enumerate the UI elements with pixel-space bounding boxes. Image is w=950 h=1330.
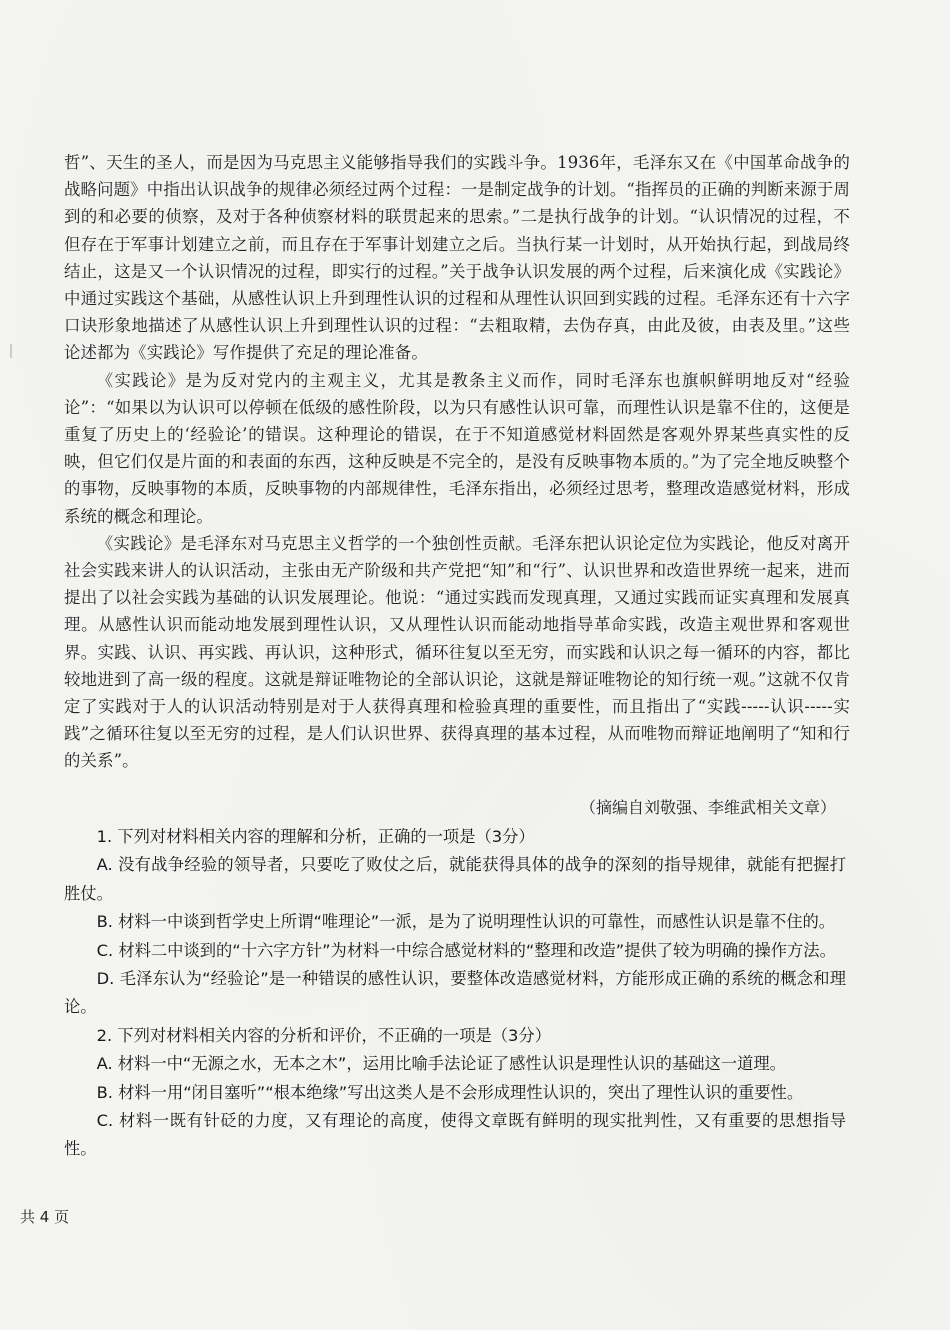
question-1-option-c: C. 材料二中谈到的“十六字方针”为材料一中综合感觉材料的“整理和改造”提供了较为明确的操作方法。 <box>96 940 836 960</box>
question-2-stem: 2. 下列对材料相关内容的分析和评价，不正确的一项是（3分） <box>96 1025 551 1045</box>
question-2-option-b: B. 材料一用“闭目塞听”“根本绝缘”写出这类人是不会形成理性认识的，突出了理性认识的重要性。 <box>96 1082 804 1102</box>
binding-mark <box>10 344 12 358</box>
page-footer: 共 4 页 <box>20 1208 70 1226</box>
reading-passage <box>64 149 850 775</box>
question-1-option-d: D. 毛泽东认为“经验论”是一种错误的感性认识，要整体改造感觉材料，方能形成正确的系统的概念和理论。 <box>64 969 846 1017</box>
passage-source: （摘编自刘敬强、李维武相关文章） <box>579 798 836 817</box>
question-1-option-a: A. 没有战争经验的领导者，只要吃了败仗之后，就能获得具体的战争的深刻的指导规律，就能有把握打胜仗。 <box>64 855 846 903</box>
question-list <box>64 823 846 1164</box>
passage-paragraph-3: 《实践论》是毛泽东对马克思主义哲学的一个独创性贡献。毛泽东把认识论定位为实践论，他反对离开社会实践来讲人的认识活动，主张由无产阶级和共产党把“知”和“行”、认识世界和改造世界统一起来，进而提出了以社会实践为基础的认识发展理论。他说：“通过实践而发现真理，又通过实践而证实真理和发展真理。从感性认识而能动地发展到理性认识，又从理性认识而能动地指导革命实践，改造主观世界和客观世界。实践、认识、再实践、再认识，这种形式，循环往复以至无穷，而实践和认识之每一循环的内容，都比较地进到了高一级的程度。这就是辩证唯物论的全部认识论，这就是辩证唯物论的知行统一观。”这就不仅肯定了实践对于人的认识活动特别是对于人获得真理和检验真理的重要性，而且指出了“实践-----认识-----实践”之循环往复以至无穷的过程，是人们认识世界、获得真理的基本过程，从而唯物而辩证地阐明了“知和行的关系”。 <box>64 533 850 771</box>
question-2-option-c: C. 材料一既有针砭的力度，又有理论的高度，使得文章既有鲜明的现实批判性，又有重要的思想指导性。 <box>64 1111 846 1159</box>
question-1-option-b: B. 材料一中谈到哲学史上所谓“唯理论”一派，是为了说明理性认识的可靠性，而感性认识是靠不住的。 <box>96 912 836 932</box>
passage-paragraph-1: 哲”、天生的圣人，而是因为马克思主义能够指导我们的实践斗争。1936年，毛泽东又在《中国革命战争的战略问题》中指出认识战争的规律必须经过两个过程：一是制定战争的计划。“指挥员的正确的判断来源于周到的和必要的侦察，及对于各种侦察材料的联贯起来的思索。”二是执行战争的计划。“认识情况的过程，不但存在于军事计划建立之前，而且存在于军事计划建立之后。当执行某一计划时，从开始执行起，到战局终结止，这是又一个认识情况的过程，即实行的过程。”关于战争认识发展的两个过程，后来演化成《实践论》中通过实践这个基础，从感性认识上升到理性认识的过程和从理性认识回到实践的过程。毛泽东还有十六字口诀形象地描述了从感性认识上升到理性认识的过程：“去粗取精，去伪存真，由此及彼，由表及里。”这些论述都为《实践论》写作提供了充足的理论准备。 <box>64 153 850 363</box>
question-2-option-a: A. 材料一中“无源之水，无本之木”，运用比喻手法论证了感性认识是理性认识的基础这一道理。 <box>96 1054 786 1074</box>
passage-paragraph-2: 《实践论》是为反对党内的主观主义，尤其是教条主义而作，同时毛泽东也旗帜鲜明地反对“经验论”：“如果以为认识可以停顿在低级的感性阶段，以为只有感性认识可靠，而理性认识是靠不住的，这便是重复了历史上的‘经验论’的错误。这种理论的错误，在于不知道感觉材料固然是客观外界某些真实性的反映，但它们仅是片面的和表面的东西，这种反映是不完全的，是没有反映事物本质的。”为了完全地反映整个的事物，反映事物的本质，反映事物的内部规律性，毛泽东指出，必须经过思考，整理改造感觉材料，形成系统的概念和理论。 <box>64 370 850 526</box>
question-1-stem: 1. 下列对材料相关内容的理解和分析，正确的一项是（3分） <box>96 827 535 846</box>
